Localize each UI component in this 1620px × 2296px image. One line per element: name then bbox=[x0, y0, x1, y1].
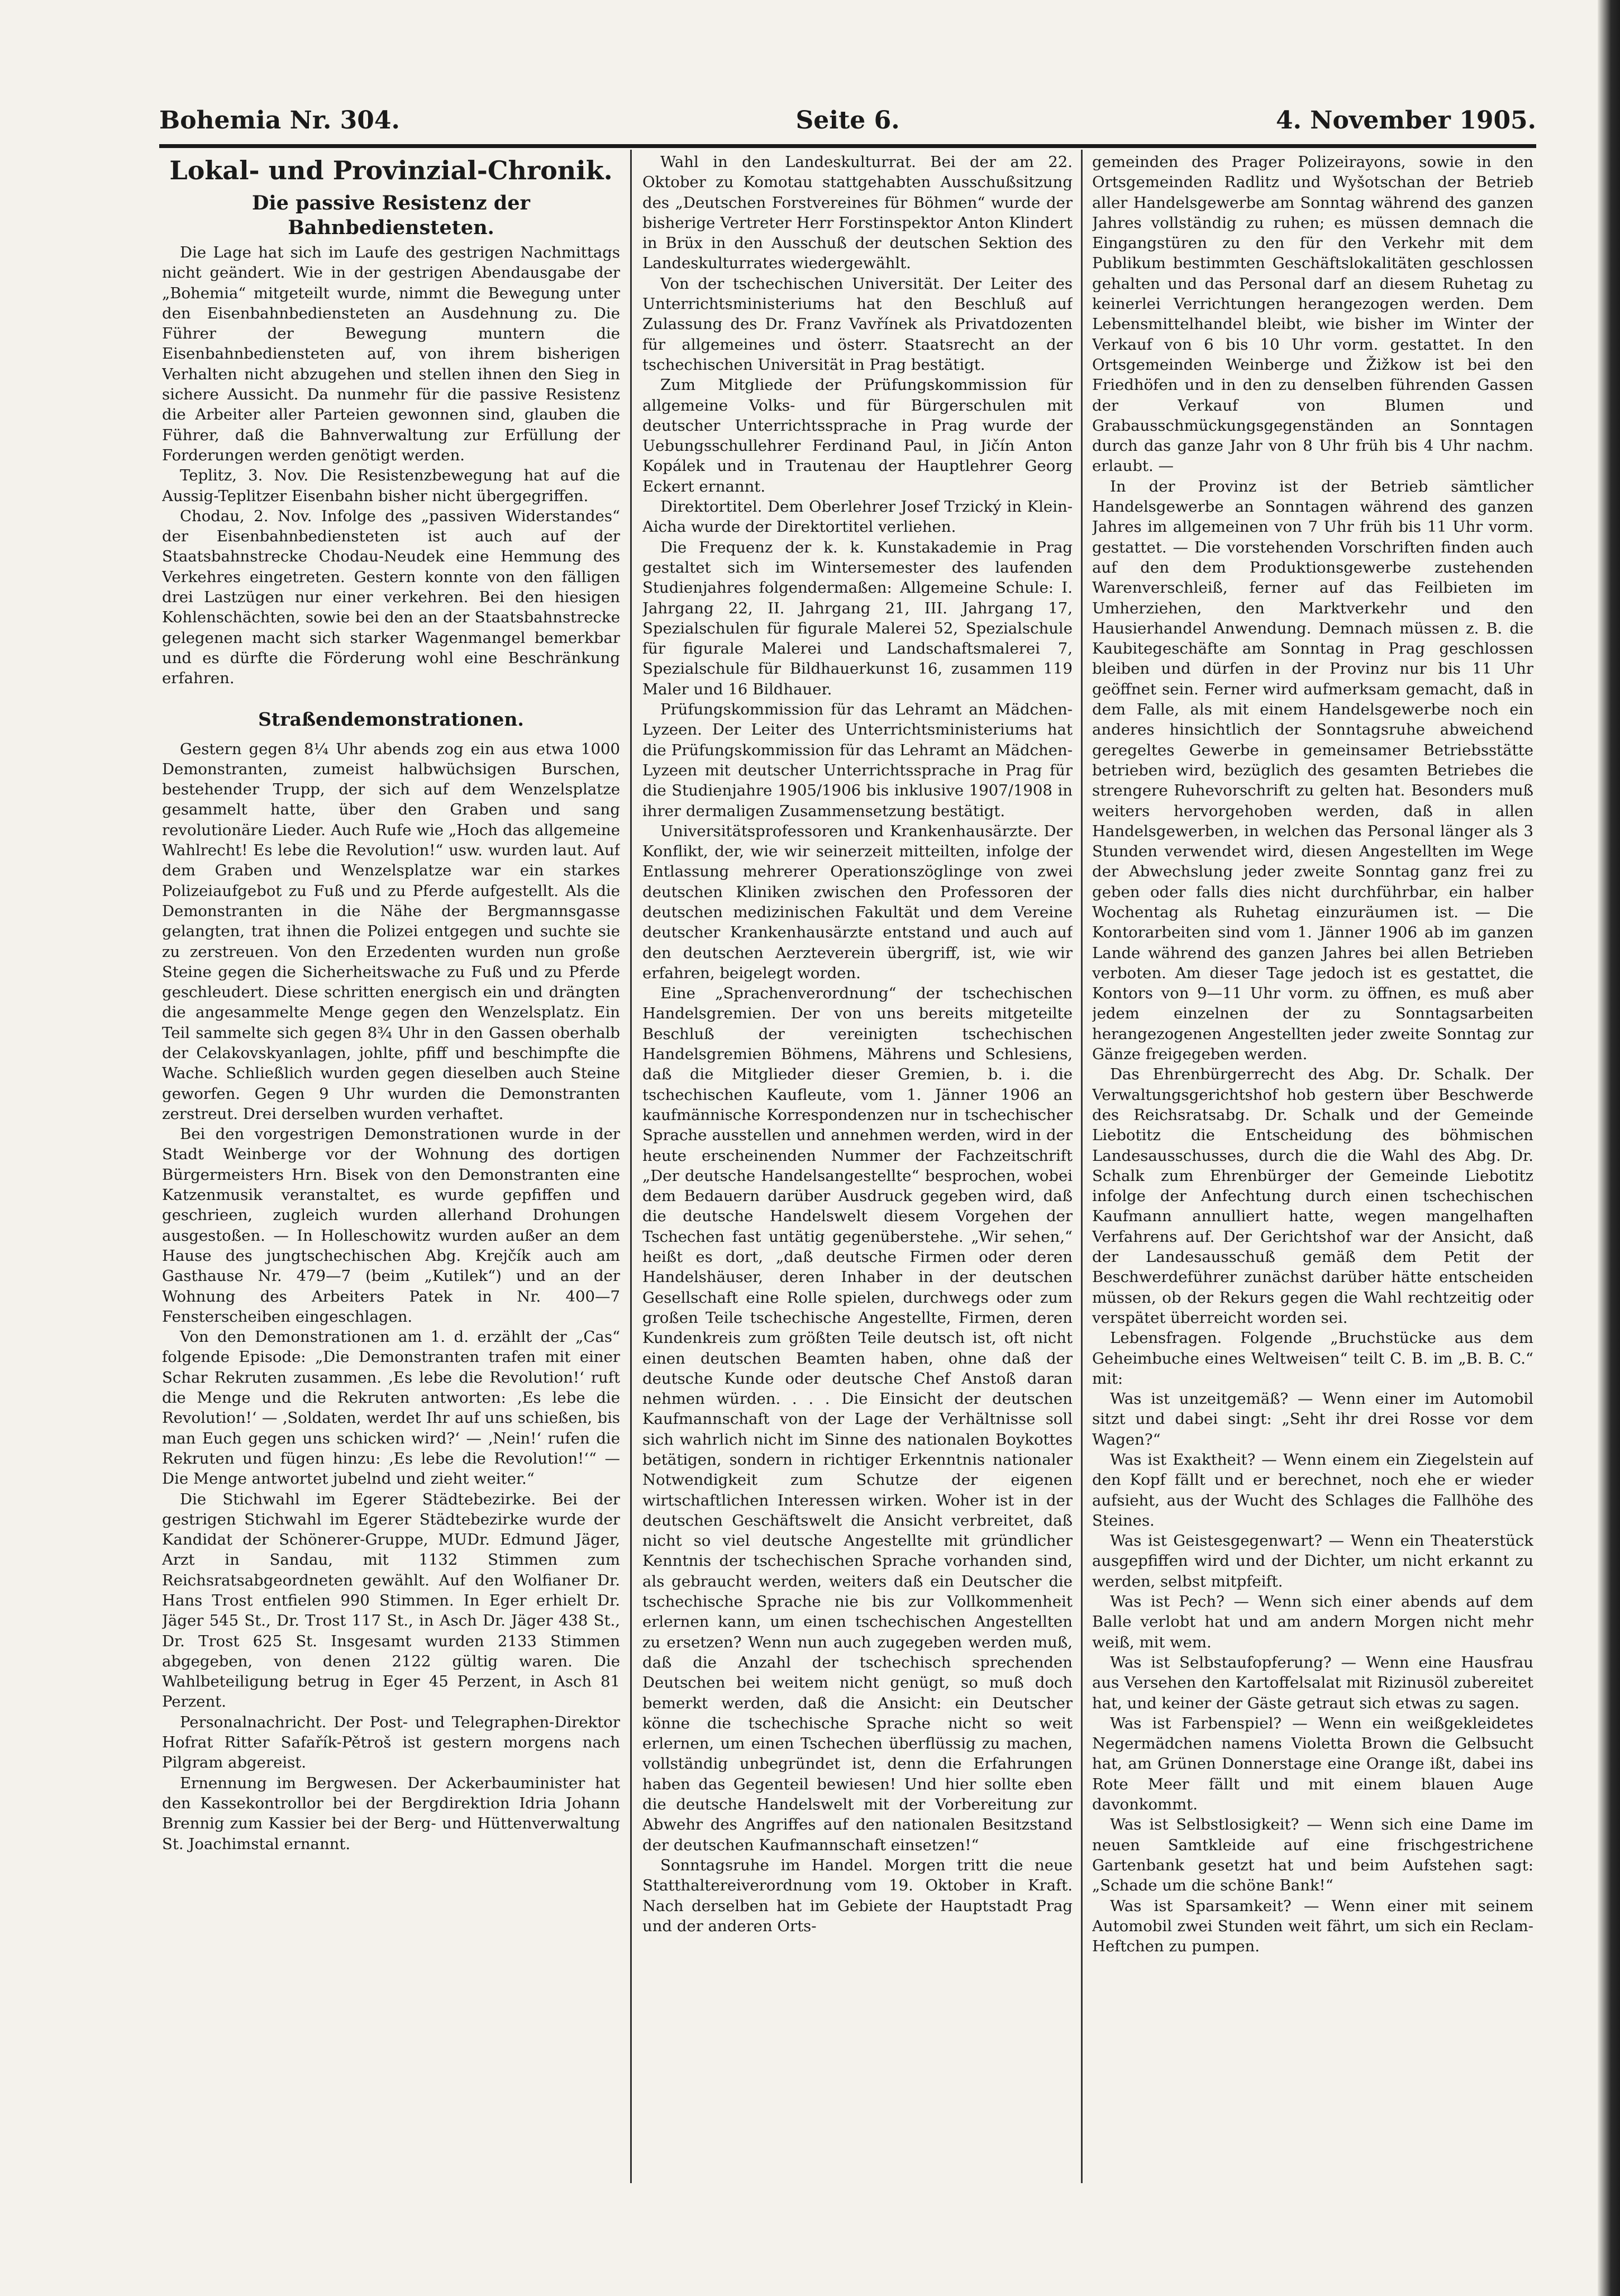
article-paragraph: In der Provinz ist der Betrieb sämtlicher Handelsgewerbe an Sonntagen während des ganzen Jahres im allgemeinen von 7 Uhr früh bis 11 Uhr vorm. gestattet. — Die vorstehenden Vorschriften finden auch auf den dem Produktionsgewerbe zustehenden Warenverschleiß, ferner auf das Feilbieten im Umherziehen, den Marktverkehr und den Hausierhandel Anwendung. Demnach müssen z. B. die Kaubitegeschäfte am Sonntag in Prag geschlossen bleiben und dürfen in der Provinz nur bis 11 Uhr geöffnet sein. Ferner wird aufmerksam gemacht, daß in dem Falle, als mit einem Handelsgewerbe noch ein anderes hinsichtlich der Sonntagsruhe abweichend geregeltes Gewerbe in gemeinsamer Betriebsstätte betrieben wird, bezüglich des gesamten Betriebes die strengere Ruhevorschrift zu gelten hat. Besonders muß weiters hervorgehoben werden, daß in allen Handelsgewerben, in welchen das Personal länger als 3 Stunden verwendet wird, diesen Angestellten im Wege der Abwechslung jeder zweite Sonntag ganz frei zu geben oder falls dies nicht durchführbar, ein halber Wochentag als Ruhetag einzuräumen ist. — Die Kontorarbeiten sind vom 1. Jänner 1906 ab im ganzen Lande während des ganzen Jahres bei allen Betrieben verboten. Am dieser Tage jedoch ist es gestattet, die Kontors von 9—11 Uhr vorm. zu öffnen, es muß aber jedem einzelnen der zu Sonntagsarbeiten herangezogenen Angestellten jeder zweite Sonntag zur Gänze freigegeben werden. bbox=[1092, 477, 1533, 1064]
column-divider-2 bbox=[1081, 150, 1083, 2183]
article-paragraph: Wahl in den Landeskulturrat. Bei der am 22. Oktober zu Komotau stattgehabten Ausschußsitzung des „Deutschen Forstvereines für Böhmen“ wurde der bisherige Vertreter Herr Forstinspektor Anton Klindert in Brüx in den Ausschuß der deutschen Sektion des Landeskulturrates wiedergewählt. bbox=[642, 153, 1073, 273]
article-title-demonstrationen: Straßendemonstrationen. bbox=[258, 708, 524, 730]
article-paragraph: Das Ehrenbürgerrecht des Abg. Dr. Schalk. Der Verwaltungsgerichtshof hob gestern über Beschwerde des Reichsratsabg. Dr. Schalk und der Gemeinde Liebotitz die Entscheidung des böhmischen Landesausschusses, durch die die Wahl des Abg. Dr. Schalk zum Ehrenbürger der Gemeinde Liebotitz infolge der Anfechtung durch einen tschechischen Kaufmann annulliert hatte, wegen mangelhaften Verfahrens auf. Der Gerichtshof war der Ansicht, daß der Landesausschuß gemäß dem Petit der Beschwerdeführer zunächst darüber hätte entscheiden müssen, ob der Rekurs gegen die Wahl rechtzeitig oder verspätet überreicht worden sei. bbox=[1092, 1065, 1533, 1327]
header-date: 4. November 1905. bbox=[1276, 106, 1536, 135]
article-paragraph: Chodau, 2. Nov. Infolge des „passiven Widerstandes“ der Eisenbahnbediensteten ist auch auf der Staatsbahnstrecke Chodau-Neudek eine Hemmung des Verkehres eingetreten. Gestern konnte von den fälligen drei Lastzügen nur einer verkehren. Bei den hiesigen Kohlenschächten, sowie bei den an der Staatsbahnstrecke gelegenen macht sich starker Wagenmangel bemerkbar und es dürfte die Förderung wohl eine Beschränkung erfahren. bbox=[162, 507, 620, 688]
article-paragraph: Eine „Sprachenverordnung“ der tschechischen Handelsgremien. Der von uns bereits mitgeteilte Beschluß der vereinigten tschechischen Handelsgremien Böhmens, Mährens und Schlesiens, daß die Mitglieder dieser Gremien, b. i. die tschechischen Kaufleute, vom 1. Jänner 1906 an kaufmännische Korrespondenzen nur in tschechischer Sprache ausstellen und annehmen werden, wird in der heute erscheinenden Nummer der Fachzeitschrift „Der deutsche Handelsangestellte“ besprochen, wobei dem Bedauern darüber Ausdruck gegeben wird, daß die deutsche Handelswelt diesem Vorgehen der Tschechen fast untätig gegenüberstehe. „Wir sehen,“ heißt es dort, „daß deutsche Firmen oder deren Handelshäuser, deren Inhaber in der deutschen Gesellschaft eine Rolle spielen, durchwegs oder zum großen Teile tschechische Angestellte, Firmen, deren Kundenkreis zum größten Teile deutsch ist, oft nicht einen deutschen Beamten haben, ohne daß der deutsche Kunde oder deutsche Chef Anstoß daran nehmen würden. . . . Die Einsicht der deutschen Kaufmannschaft von der Lage der Verhältnisse soll sich wahrlich nicht im Sinne des nationalen Boykottes betätigen, sondern in richtiger Erkenntnis nationaler Notwendigkeit zum Schutze der eigenen wirtschaftlichen Interessen wirken. Woher ist in der deutschen Geschäftswelt die Ansicht verbreitet, daß nicht so viel deutsche Angestellte mit gründlicher Kenntnis der tschechischen Sprache vorhanden sind, als gebraucht werden, weiters daß ein Deutscher die tschechische Sprache nie bis zur Vollkommenheit erlernen kann, um einen tschechischen Angestellten zu ersetzen? Wenn nun auch zugegeben werden muß, daß die Anzahl der tschechisch sprechenden Deutschen bei weitem nicht genügt, so muß doch bemerkt werden, daß die Ansicht: ein Deutscher könne die tschechische Sprache nicht so weit erlernen, um einen Tschechen überflüssig zu machen, vollständig unbegründet ist, denn die Erfahrungen haben das Gegenteil bewiesen! Und hier sollte eben die deutsche Handelswelt mit der Vorbereitung zur Abwehr des Angriffes auf den nationalen Besitzstand der deutschen Kaufmannschaft einsetzen!“ bbox=[642, 984, 1073, 1854]
quip-paragraph: Was ist Sparsamkeit? — Wenn einer mit seinem Automobil zwei Stunden weit fährt, um sich ein Reclam-Heftchen zu pumpen. bbox=[1092, 1897, 1533, 1956]
header-issue: Bohemia Nr. 304. bbox=[159, 106, 400, 135]
article-paragraph: Universitätsprofessoren und Krankenhausärzte. Der Konflikt, der, wie wir seinerzeit mitteilten, infolge der Entlassung mehrerer Operationszöglinge von zwei deutschen Kliniken zwischen den Professoren der deutschen medizinischen Fakultät und dem Vereine deutscher Krankenhausärzte entstand und auch auf den deutschen Aerzteverein übergriff, ist, wie wir erfahren, beigelegt worden. bbox=[642, 822, 1073, 982]
article-paragraph: Zum Mitgliede der Prüfungskommission für allgemeine Volks- und für Bürgerschulen mit deutscher Unterrichtssprache in Prag wurde der Uebungsschullehrer Ferdinand Paul, in Jičín Anton Kopálek und in Trautenau der Hauptlehrer Georg Eckert ernannt. bbox=[642, 376, 1073, 496]
article-title-resistenz: Die passive Resistenz der Bahnbediensteten. bbox=[252, 192, 530, 239]
column-1 bbox=[162, 152, 620, 2180]
quip-paragraph: Was ist Selbstaufopferung? — Wenn eine Hausfrau aus Versehen den Kartoffelsalat mit Rizinusöl zubereitet hat, und keiner der Gäste getraut sich etwas zu sagen. bbox=[1092, 1653, 1533, 1712]
quip-paragraph: Was ist Exaktheit? — Wenn einem ein Ziegelstein auf den Kopf fällt und er berechnet, noch ehe er wieder aufsieht, aus der Wucht des Schlages die Fallhöhe des Steines. bbox=[1092, 1451, 1533, 1530]
article-paragraph: Von den Demonstrationen am 1. d. erzählt der „Cas“ folgende Episode: „Die Demonstranten trafen mit einer Schar Rekruten zusammen. ‚Es lebe die Revolution!‘ ruft die Menge und die Rekruten antworten: ‚Es lebe die Revolution!‘ — ‚Soldaten, werdet Ihr auf uns schießen, bis man Euch gegen uns schicken wird?‘ — ‚Nein!‘ rufen die Rekruten und fügen hinzu: ‚Es lebe die Revolution!‘“ — Die Menge antwortet jubelnd und zieht weiter.“ bbox=[162, 1328, 620, 1488]
article-paragraph: Teplitz, 3. Nov. Die Resistenzbewegung hat auf die Aussig-Teplitzer Eisenbahn bisher nicht übergegriffen. bbox=[162, 466, 620, 505]
scan-edge bbox=[1598, 0, 1620, 2296]
section-title: Lokal- und Provinzial-Chronik. bbox=[169, 155, 613, 185]
quip-paragraph: Was ist Pech? — Wenn sich einer abends auf dem Balle verlobt hat und am andern Morgen nicht mehr weiß, mit wem. bbox=[1092, 1593, 1533, 1651]
article-paragraph: Bei den vorgestrigen Demonstrationen wurde in der Stadt Weinberge vor der Wohnung des dortigen Bürgermeisters Hrn. Bisek von den Demonstranten eine Katzenmusik veranstaltet, es wurde gepfiffen und geschrieen, zugleich wurden allerhand Drohungen ausgestoßen. — In Holleschowitz wurden außer an dem Hause des jungtschechischen Abg. Krejčík auch am Gasthause Nr. 479—7 (beim „Kutilek“) und an der Wohnung des Arbeiters Patek in Nr. 400—7 Fensterscheiben eingeschlagen. bbox=[162, 1125, 620, 1326]
quip-paragraph: Was ist Selbstlosigkeit? — Wenn sich eine Dame im neuen Samtkleide auf eine frischgestrichene Gartenbank gesetzt hat und beim Aufstehen sagt: „Schade um die schöne Bank!“ bbox=[1092, 1816, 1533, 1895]
article-paragraph: gemeinden des Prager Polizeirayons, sowie in den Ortsgemeinden Radlitz und Wyšotschan der Betrieb aller Handelsgewerbe am Sonntag während des ganzen Jahres vollständig zu ruhen; es müssen demnach die Eingangstüren zu den für den Verkehr mit dem Publikum bestimmten Geschäftslokalitäten geschlossen gehalten und das Personal darf an diesem Ruhetag zu keinerlei Verrichtungen herangezogen werden. Dem Lebensmittelhandel bleibt, wie bisher im Winter der Verkauf von 6 bis 10 Uhr vorm. gestattet. In den Ortsgemeinden Weinberge und Žižkow ist bei den Friedhöfen und in den zu denselben führenden Gassen der Verkauf von Blumen und Grabausschmückungsgegenständen an Sonntagen durch das ganze Jahr von 8 Uhr früh bis 4 Uhr nachm. erlaubt. — bbox=[1092, 153, 1533, 475]
article-paragraph: Personalnachricht. Der Post- und Telegraphen-Direktor Hofrat Ritter Safařík-Pětroš ist gestern morgens nach Pilgram abgereist. bbox=[162, 1713, 620, 1772]
article-paragraph: Die Stichwahl im Egerer Städtebezirke. Bei der gestrigen Stichwahl im Egerer Städtebezirke wurde der Kandidat der Schönerer-Gruppe, MUDr. Edmund Jäger, Arzt in Sandau, mit 1132 Stimmen zum Reichsratsabgeordneten gewählt. Auf den Wolfianer Dr. Hans Trost entfielen 990 Stimmen. In Eger erhielt Dr. Jäger 545 St., Dr. Trost 117 St., in Asch Dr. Jäger 438 St., Dr. Trost 625 St. Insgesamt wurden 2133 Stimmen abgegeben, von denen 2122 gültig waren. Die Wahlbeteiligung betrug in Eger 45 Perzent, in Asch 81 Perzent. bbox=[162, 1490, 620, 1711]
article-paragraph: Prüfungskommission für das Lehramt an Mädchen-Lyzeen. Der Leiter des Unterrichtsministeriums hat die Prüfungskommission für das Lehramt an Mädchen-Lyzeen mit deutscher Unterrichtssprache in Prag für die Studienjahre 1905/1906 bis inklusive 1907/1908 in ihrer dermaligen Zusammensetzung bestätigt. bbox=[642, 701, 1073, 820]
quip-paragraph: Was ist unzeitgemäß? — Wenn einer im Automobil sitzt und dabei singt: „Seht ihr drei Rosse vor dem Wagen?“ bbox=[1092, 1390, 1533, 1449]
header-rule bbox=[159, 144, 1536, 148]
column-2 bbox=[642, 152, 1073, 2180]
article-paragraph: Gestern gegen 8¼ Uhr abends zog ein aus etwa 1000 Demonstranten, zumeist halbwüchsigen Burschen, bestehender Trupp, der sich auf dem Wenzelsplatze gesammelt hatte, über den Graben und sang revolutionäre Lieder. Auch Rufe wie „Hoch das allgemeine Wahlrecht! Es lebe die Revolution!“ usw. wurden laut. Auf dem Graben und Wenzelsplatze war ein starkes Polizeiaufgebot zu Fuß und zu Pferde aufgestellt. Als die Demonstranten in die Nähe der Bergmannsgasse gelangten, trat ihnen die Polizei entgegen und suchte sie zu zerstreuen. Von den Erzedenten wurden nun große Steine gegen die Sicherheitswache zu Fuß und zu Pferde geschleudert. Diese schritten energisch ein und drängten die angesammelte Menge gegen den Wenzelsplatz. Ein Teil sammelte sich gegen 8¾ Uhr in den Gassen oberhalb der Celakovskyanlagen, johlte, pfiff und beschimpfte die Wache. Schließlich wurden gegen dieselben auch Steine geworfen. Gegen 9 Uhr wurden die Demonstranten zerstreut. Drei derselben wurden verhaftet. bbox=[162, 740, 620, 1123]
article-paragraph: Lebensfragen. Folgende „Bruchstücke aus dem Geheimbuche eines Weltweisen“ teilt C. B. im „B. B. C.“ mit: bbox=[1092, 1329, 1533, 1388]
quip-paragraph: Was ist Geistesgegenwart? — Wenn ein Theaterstück ausgepfiffen wird und der Dichter, um nicht erkannt zu werden, selbst mitpfeift. bbox=[1092, 1532, 1533, 1590]
quip-paragraph: Was ist Farbenspiel? — Wenn ein weißgekleidetes Negermädchen namens Violetta Brown die Gelbsucht hat, am Grünen Donnerstage eine Orange ißt, dabei ins Rote Meer fällt und mit einem blauen Auge davonkommt. bbox=[1092, 1714, 1533, 1814]
article-paragraph: Ernennung im Bergwesen. Der Ackerbauminister hat den Kassekontrollor bei der Bergdirektion Idria Johann Brennig zum Kassier bei der Berg- und Hüttenverwaltung St. Joachimstal ernannt. bbox=[162, 1774, 620, 1853]
article-paragraph: Die Frequenz der k. k. Kunstakademie in Prag gestaltet sich im Wintersemester des laufenden Studienjahres folgendermaßen: Allgemeine Schule: I. Jahrgang 22, II. Jahrgang 21, III. Jahrgang 17, Spezialschulen für figurale Malerei 52, Spezialschule für figurale Malerei und Landschaftsmalerei 7, Spezialschule für Bildhauerkunst 16, zusammen 119 Maler und 16 Bildhauer. bbox=[642, 538, 1073, 698]
page-header bbox=[159, 106, 1536, 140]
article-paragraph: Die Lage hat sich im Laufe des gestrigen Nachmittags nicht geändert. Wie in der gestrigen Abendausgabe der „Bohemia“ mitgeteilt wurde, nimmt die Bewegung unter den Eisenbahnbediensteten an Ausdehnung zu. Die Führer der Bewegung muntern die Eisenbahnbediensteten auf, von ihrem bisherigen Verhalten nicht abzugehen und stellen ihnen den Sieg in sichere Aussicht. Da nunmehr für die passive Resistenz die Arbeiter aller Parteien gewonnen sind, glauben die Führer, daß die Bahnverwaltung zur Erfüllung der Forderungen werden genötigt werden. bbox=[162, 244, 620, 464]
column-divider-1 bbox=[630, 150, 632, 2183]
column-3 bbox=[1092, 152, 1533, 2180]
article-paragraph: Direktortitel. Dem Oberlehrer Josef Trzický in Klein-Aicha wurde der Direktortitel verliehen. bbox=[642, 498, 1073, 536]
header-page-number: Seite 6. bbox=[795, 106, 900, 135]
article-paragraph: Sonntagsruhe im Handel. Morgen tritt die neue Statthaltereiverordnung vom 19. Oktober in Kraft. Nach derselben hat im Gebiete der Hauptstadt Prag und der anderen Orts- bbox=[642, 1856, 1073, 1935]
article-paragraph: Von der tschechischen Universität. Der Leiter des Unterrichtsministeriums hat den Beschluß auf Zulassung des Dr. Franz Vavřínek als Privatdozenten für allgemeines und österr. Staatsrecht an der tschechischen Universität in Prag bestätigt. bbox=[642, 274, 1073, 374]
